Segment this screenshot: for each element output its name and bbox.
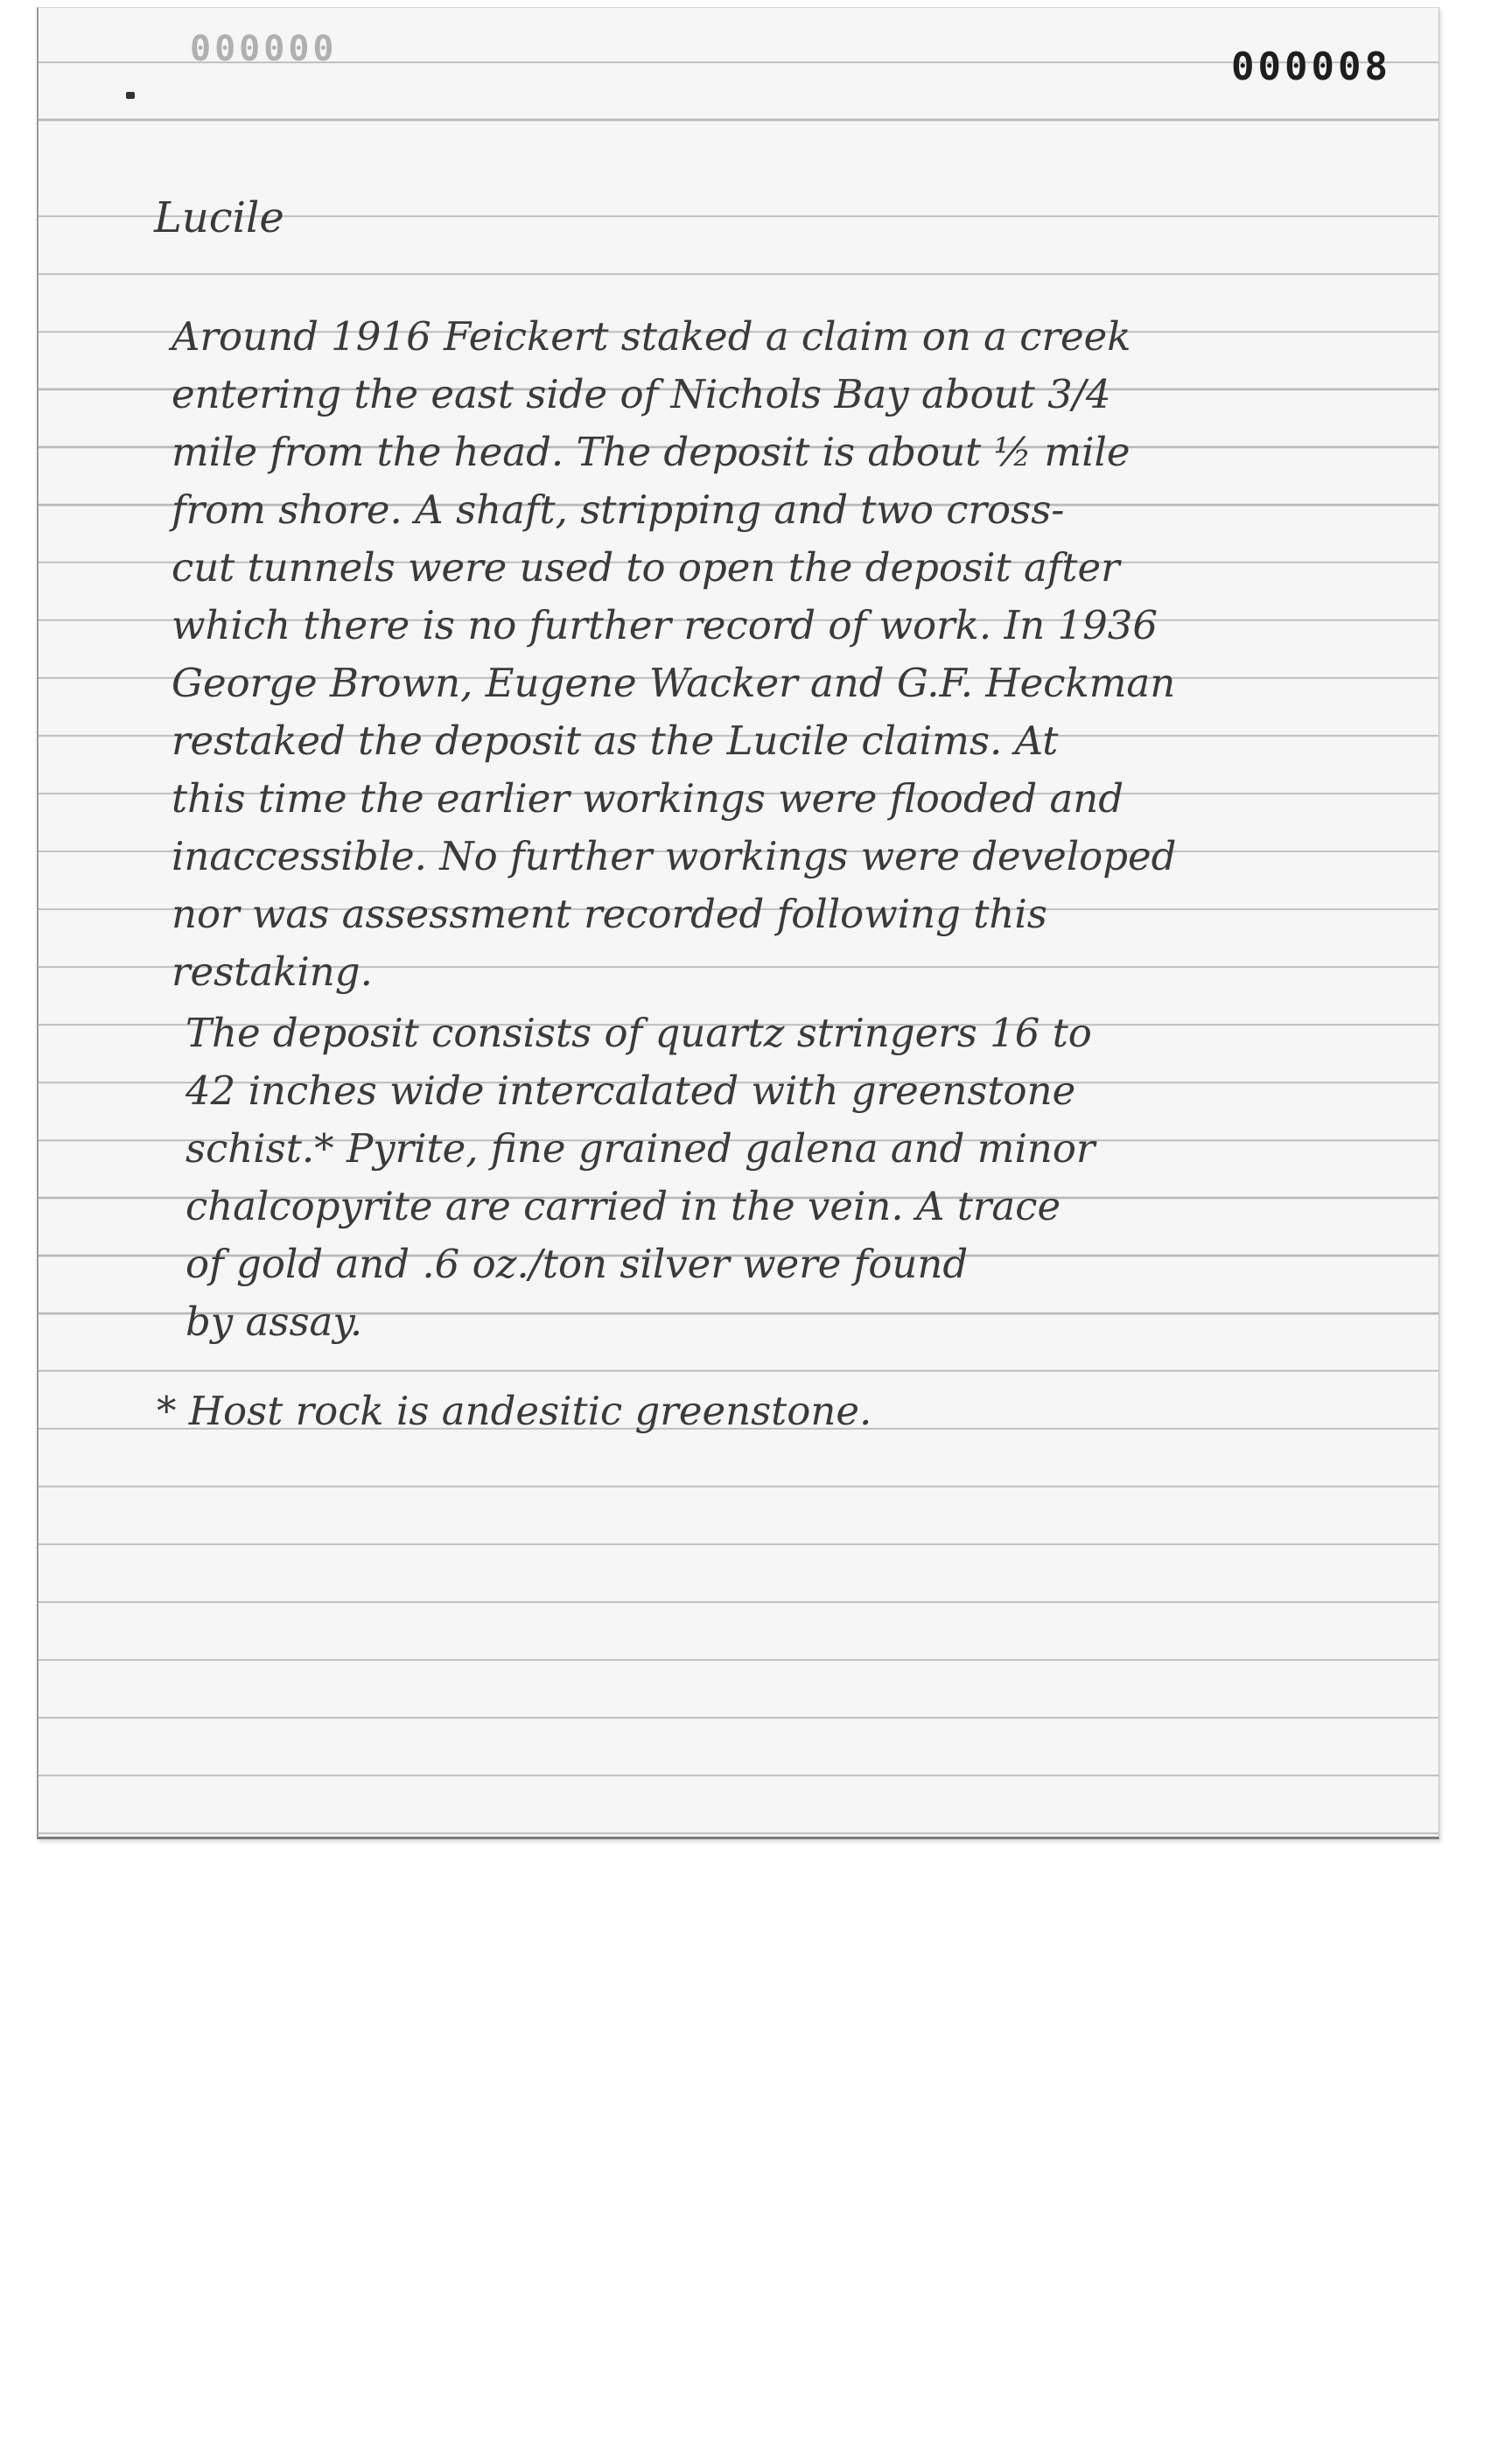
text-line: by assay.: [186, 1298, 363, 1345]
page-number-stamp: 000008: [1231, 45, 1391, 89]
text-line: restaked the deposit as the Lucile claims. At: [172, 718, 1059, 764]
ink-speck: [126, 92, 135, 99]
page-title: Lucile: [154, 193, 284, 242]
text-line: from shore. A shaft, stripping and two cross-: [172, 486, 1065, 533]
text-line: schist.* Pyrite, fine grained galena and minor: [186, 1125, 1096, 1172]
text-line: George Brown, Eugene Wacker and G.F. Heckman: [172, 660, 1176, 706]
text-line: cut tunnels were used to open the deposit after: [172, 544, 1120, 591]
text-line: The deposit consists of quartz stringers 16 to: [186, 1010, 1092, 1056]
faint-page-number: 000000: [190, 29, 338, 69]
text-line: of gold and .6 oz./ton silver were found: [186, 1241, 969, 1287]
text-line: Around 1916 Feickert staked a claim on a creek: [172, 313, 1131, 360]
text-line: chalcopyrite are carried in the vein. A trace: [186, 1183, 1061, 1229]
footnote: [157, 1382, 1469, 1440]
text-line: 42 inches wide intercalated with greenstone: [186, 1068, 1076, 1114]
footnote-text: * Host rock is andesitic greenstone.: [157, 1388, 872, 1434]
paragraph-geology: [186, 1004, 1498, 1351]
text-line: nor was assessment recorded following this: [172, 891, 1047, 937]
text-line: inaccessible. No further workings were developed: [172, 833, 1177, 879]
text-line: which there is no further record of work. In 1936: [172, 602, 1158, 648]
paragraph-history: [172, 308, 1484, 1001]
text-line: restaking.: [172, 948, 373, 995]
notebook-page: [37, 7, 1439, 1839]
text-line: entering the east side of Nichols Bay about 3/4: [172, 371, 1111, 417]
text-line: mile from the head. The deposit is about ½ mile: [172, 429, 1130, 475]
text-line: this time the earlier workings were flooded and: [172, 775, 1124, 822]
